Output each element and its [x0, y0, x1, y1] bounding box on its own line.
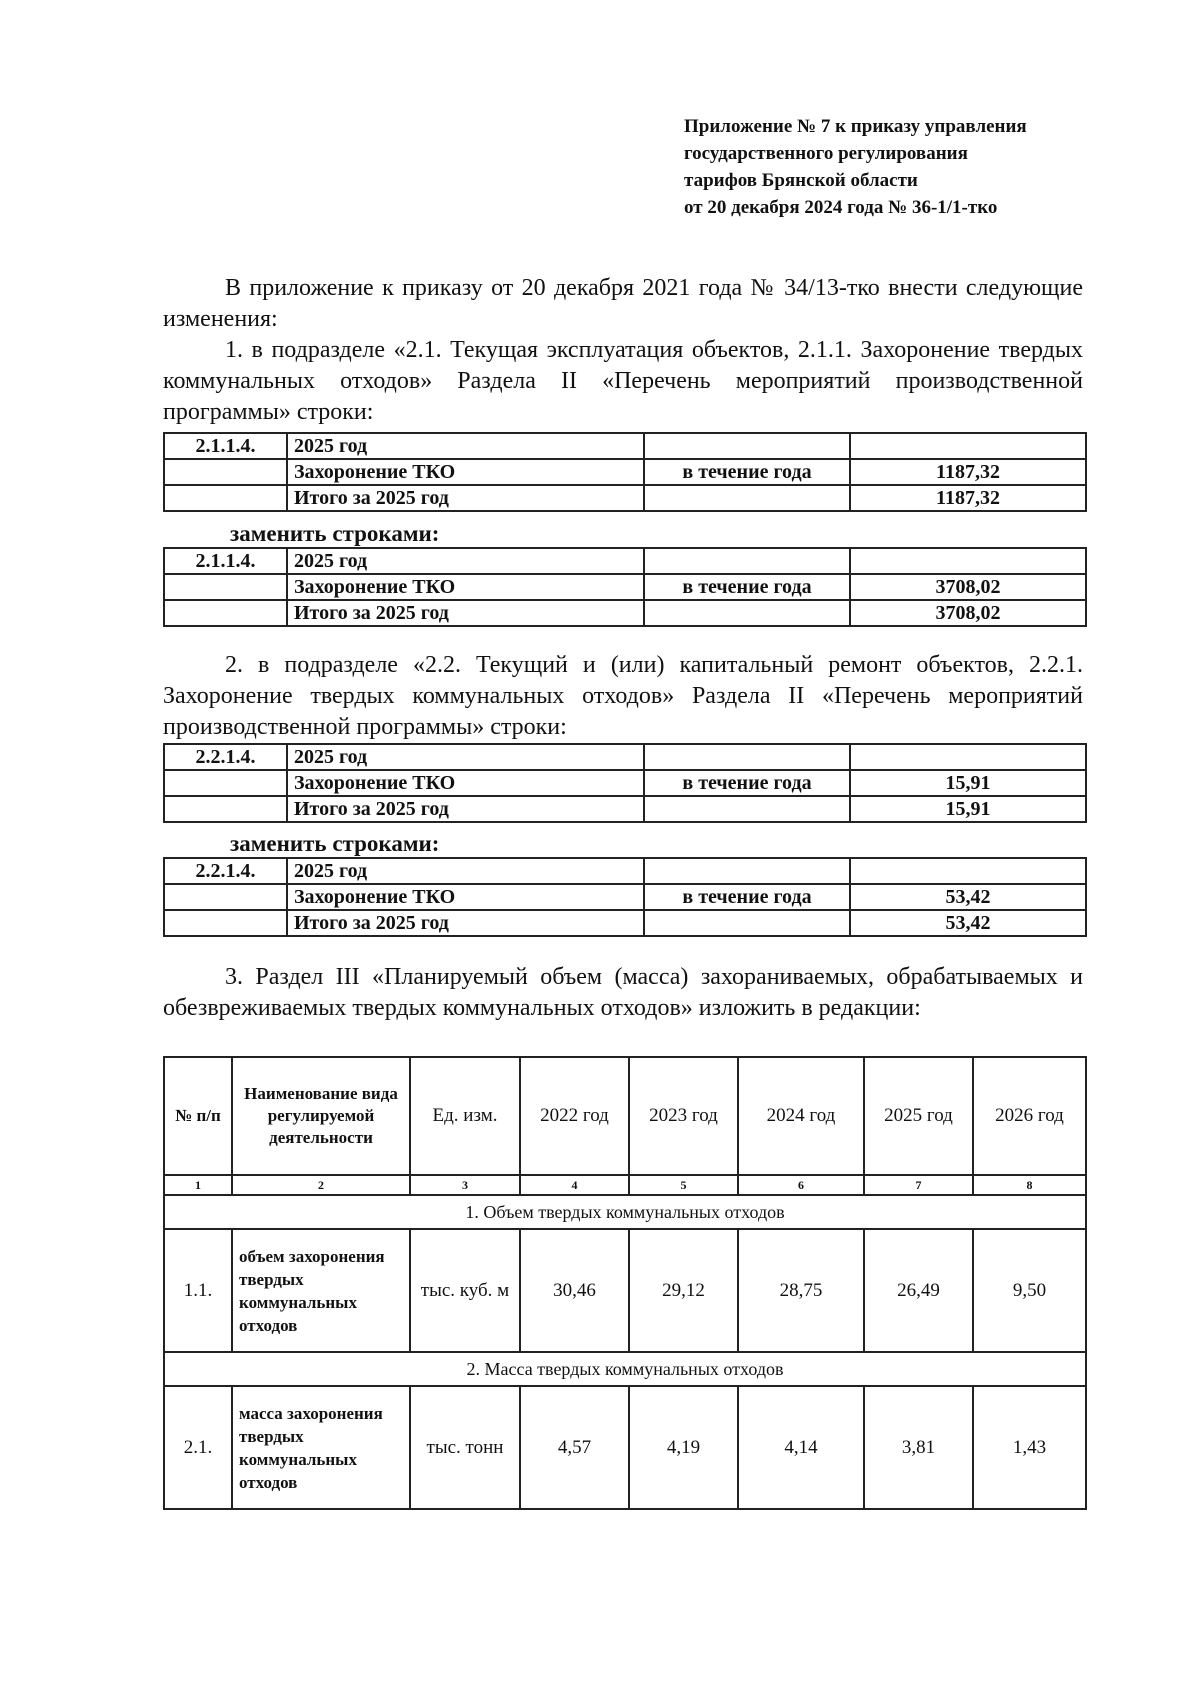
- table-row: [164, 744, 1086, 770]
- section-title: 2. Масса твердых коммунальных отходов: [164, 1352, 1086, 1386]
- row-name: объем захоронения твердых коммунальных отходов: [232, 1229, 410, 1352]
- section-title: 1. Объем твердых коммунальных отходов: [164, 1195, 1086, 1229]
- row-period: в течение года: [644, 574, 850, 600]
- row-name: Итого за 2025 год: [287, 485, 644, 511]
- intro-text: В приложение к приказу от 20 декабря 2021 года № 34/13-тко внести следующие изменения:: [163, 275, 1083, 332]
- header-cell: Наименование вида регулируемой деятельности: [232, 1057, 410, 1175]
- item1-new-table: [163, 547, 1087, 627]
- value-cell: 26,49: [864, 1229, 973, 1352]
- value-cell: 3,81: [864, 1386, 973, 1509]
- column-index: 4: [520, 1175, 629, 1195]
- table-row: [164, 910, 1086, 936]
- row-name: Захоронение ТКО: [287, 459, 644, 485]
- row-number: 2.1.1.4.: [164, 548, 287, 574]
- item2-paragraph: [163, 650, 1083, 743]
- row-period: в течение года: [644, 884, 850, 910]
- column-index: 5: [629, 1175, 738, 1195]
- value-cell: 9,50: [973, 1229, 1086, 1352]
- row-value: 3708,02: [850, 600, 1086, 626]
- column-index: 7: [864, 1175, 973, 1195]
- replace-label: заменить строками:: [230, 521, 440, 546]
- table-row: [164, 884, 1086, 910]
- row-value: 1187,32: [850, 485, 1086, 511]
- row-name: 2025 год: [287, 744, 644, 770]
- item1-old-table: [163, 432, 1087, 512]
- row-number: [164, 884, 287, 910]
- row-value: 15,91: [850, 796, 1086, 822]
- intro-paragraph: [163, 273, 1083, 335]
- row-period: [644, 858, 850, 884]
- item2-text: 2. в подразделе «2.2. Текущий и (или) капитальный ремонт объектов, 2.2.1. Захоронение твердых коммунальных отходов» Раздела II «Перечень мероприятий производственной программы» строки:: [163, 652, 1083, 740]
- table-row: [164, 796, 1086, 822]
- column-index-row: [164, 1175, 1086, 1195]
- row-number: 1.1.: [164, 1229, 232, 1352]
- header-line: государственного регулирования: [684, 143, 968, 164]
- row-period: [644, 485, 850, 511]
- row-value: 3708,02: [850, 574, 1086, 600]
- header-cell: 2024 год: [738, 1057, 864, 1175]
- row-name: Захоронение ТКО: [287, 884, 644, 910]
- row-number: [164, 600, 287, 626]
- header-cell: 2026 год: [973, 1057, 1086, 1175]
- column-index: 2: [232, 1175, 410, 1195]
- section-row: [164, 1195, 1086, 1229]
- header-line: Приложение № 7 к приказу управления: [684, 116, 1027, 137]
- row-period: в течение года: [644, 459, 850, 485]
- row-name: Захоронение ТКО: [287, 574, 644, 600]
- table-row: [164, 858, 1086, 884]
- item3-text: 3. Раздел III «Планируемый объем (масса) захораниваемых, обрабатываемых и обезвреживаемых твердых коммунальных отходов» изложить в редакции:: [163, 964, 1083, 1021]
- row-period: [644, 744, 850, 770]
- row-value: 1187,32: [850, 459, 1086, 485]
- value-cell: 1,43: [973, 1386, 1086, 1509]
- table-row: [164, 600, 1086, 626]
- row-value: [850, 548, 1086, 574]
- table-row: [164, 574, 1086, 600]
- item3-paragraph: [163, 962, 1083, 1024]
- row-unit: тыс. тонн: [410, 1386, 520, 1509]
- row-name: Итого за 2025 год: [287, 600, 644, 626]
- header-cell: 2023 год: [629, 1057, 738, 1175]
- row-period: в течение года: [644, 770, 850, 796]
- row-number: 2.1.: [164, 1386, 232, 1509]
- value-cell: 30,46: [520, 1229, 629, 1352]
- value-cell: 28,75: [738, 1229, 864, 1352]
- row-name: 2025 год: [287, 858, 644, 884]
- row-name: 2025 год: [287, 548, 644, 574]
- row-number: 2.2.1.4.: [164, 858, 287, 884]
- value-cell: 29,12: [629, 1229, 738, 1352]
- row-number: [164, 796, 287, 822]
- item2-old-table: [163, 743, 1087, 823]
- replace-label: заменить строками:: [230, 831, 440, 856]
- row-number: [164, 770, 287, 796]
- table-row: [164, 770, 1086, 796]
- row-period: [644, 910, 850, 936]
- header-cell: 2022 год: [520, 1057, 629, 1175]
- table-header-row: [164, 1057, 1086, 1175]
- row-period: [644, 796, 850, 822]
- row-number: [164, 574, 287, 600]
- appendix-header: [684, 113, 1104, 221]
- row-name: Захоронение ТКО: [287, 770, 644, 796]
- column-index: 3: [410, 1175, 520, 1195]
- table-row: [164, 459, 1086, 485]
- row-value: [850, 744, 1086, 770]
- item2-new-table: [163, 857, 1087, 937]
- row-period: [644, 433, 850, 459]
- column-index: 6: [738, 1175, 864, 1195]
- row-value: 53,42: [850, 910, 1086, 936]
- value-cell: 4,19: [629, 1386, 738, 1509]
- row-number: [164, 459, 287, 485]
- row-name: 2025 год: [287, 433, 644, 459]
- row-number: [164, 910, 287, 936]
- header-line: от 20 декабря 2024 года № 36-1/1-тко: [684, 197, 998, 218]
- row-number: 2.2.1.4.: [164, 744, 287, 770]
- row-number: [164, 485, 287, 511]
- value-cell: 4,57: [520, 1386, 629, 1509]
- row-name: Итого за 2025 год: [287, 796, 644, 822]
- item1-text: 1. в подразделе «2.1. Текущая эксплуатация объектов, 2.1.1. Захоронение твердых коммунальных отходов» Раздела II «Перечень мероприятий производственной программы» строки:: [163, 337, 1083, 425]
- header-cell: 2025 год: [864, 1057, 973, 1175]
- row-number: 2.1.1.4.: [164, 433, 287, 459]
- row-value: 53,42: [850, 884, 1086, 910]
- table-row: [164, 485, 1086, 511]
- table-row: [164, 548, 1086, 574]
- table-row: [164, 1386, 1086, 1509]
- table-row: [164, 433, 1086, 459]
- value-cell: 4,14: [738, 1386, 864, 1509]
- table-row: [164, 1229, 1086, 1352]
- section-row: [164, 1352, 1086, 1386]
- header-cell: № п/п: [164, 1057, 232, 1175]
- row-period: [644, 600, 850, 626]
- header-line: тарифов Брянской области: [684, 170, 918, 191]
- row-unit: тыс. куб. м: [410, 1229, 520, 1352]
- item1-paragraph: [163, 335, 1083, 428]
- row-value: [850, 433, 1086, 459]
- row-name: масса захоронения твердых коммунальных отходов: [232, 1386, 410, 1509]
- row-name: Итого за 2025 год: [287, 910, 644, 936]
- row-value: [850, 858, 1086, 884]
- header-cell: Ед. изм.: [410, 1057, 520, 1175]
- planned-volume-table: [163, 1056, 1087, 1510]
- column-index: 1: [164, 1175, 232, 1195]
- row-period: [644, 548, 850, 574]
- column-index: 8: [973, 1175, 1086, 1195]
- row-value: 15,91: [850, 770, 1086, 796]
